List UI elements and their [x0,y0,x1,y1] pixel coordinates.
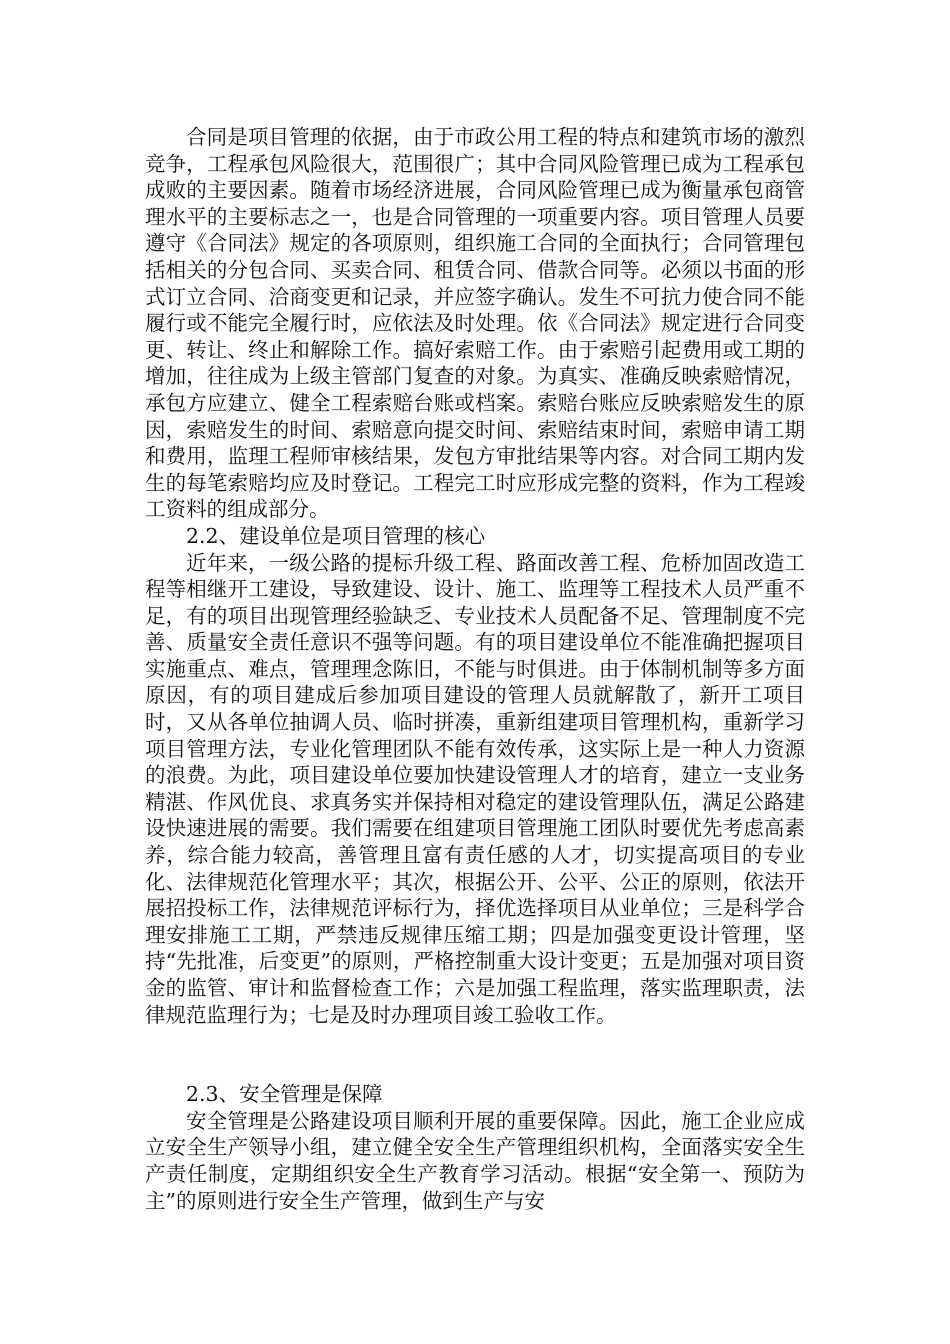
section-heading-2-3: 2.3、安全管理是保障 [186,1082,383,1107]
paragraph-contract-management: 合同是项目管理的依据，由于市政公用工程的特点和建筑市场的激烈竞争，工程承包风险很大，范围很广；其中合同风险管理已成为工程承包成败的主要因素。随着市场经济进展，合同风险管理已成为衡量承包商管理水平的主要标志之一，也是合同管理的一项重要内容。项目管理人员要遵守《合同法》规定的各项原则，组织施工合同的全面执行；合同管理包括相关的分包合同、买卖合同、租赁合同、借款合同等。必须以书面的形式订立合同、洽商变更和记录，并应签字确认。发生不可抗力使合同不能履行或不能完全履行时，应依法及时处理。依《合同法》规定进行合同变更、转让、终止和解除工作。搞好索赔工作。由于索赔引起费用或工期的增加，往往成为上级主管部门复查的对象。为真实、准确反映索赔情况，承包方应建立、健全工程索赔台账或档案。索赔台账应反映索赔发生的原因，索赔发生的时间、索赔意向提交时间、索赔结束时间，索赔申请工期和费用，监理工程师审核结果，发包方审批结果等内容。对合同工期内发生的每笔索赔均应及时登记。工程完工时应形成完整的资料，作为工程竣工资料的组成部分。 [145,125,805,522]
section-heading-2-2: 2.2、建设单位是项目管理的核心 [186,523,486,548]
paragraph-construction-unit: 近年来，一级公路的提标升级工程、路面改善工程、危桥加固改造工程等相继开工建设，导致建设、设计、施工、监理等工程技术人员严重不足，有的项目出现管理经验缺乏、专业技术人员配备不足、管理制度不完善、质量安全责任意识不强等问题。有的项目建设单位不能准确把握项目实施重点、难点，管理理念陈旧，不能与时俱进。由于体制机制等多方面原因，有的项目建成后参加项目建设的管理人员就解散了，新开工项目时，又从各单位抽调人员、临时拼凑，重新组建项目管理机构，重新学习项目管理方法，专业化管理团队不能有效传承，这实际上是一种人力资源的浪费。为此，项目建设单位要加快建设管理人才的培育，建立一支业务精湛、作风优良、求真务实并保持相对稳定的建设管理队伍，满足公路建设快速进展的需要。我们需要在组建项目管理施工团队时要优先考虑高素养，综合能力较高，善管理且富有责任感的人才，切实提高项目的专业化、法律规范化管理水平；其次，根据公开、公平、公正的原则，依法开展招投标工作，法律规范评标行为，择优选择项目从业单位；三是科学合理安排施工工期，严禁违反规律压缩工期；四是加强变更设计管理，坚持“先批准，后变更”的原则，严格控制重大设计变更；五是加强对项目资金的监管、审计和监督检查工作；六是加强工程监理，落实监理职责，法律规范监理行为；七是及时办理项目竣工验收工作。 [145,550,805,1027]
paragraph-safety-management: 安全管理是公路建设项目顺利开展的重要保障。因此，施工企业应成立安全生产领导小组，建立健全安全生产管理组织机构，全面落实安全生产责任制度，定期组织安全生产教育学习活动。根据“安全第一、预防为主”的原则进行安全生产管理，做到生产与安 [145,1108,805,1213]
document-page [145,124,805,1214]
paragraph-gap [145,1028,805,1081]
